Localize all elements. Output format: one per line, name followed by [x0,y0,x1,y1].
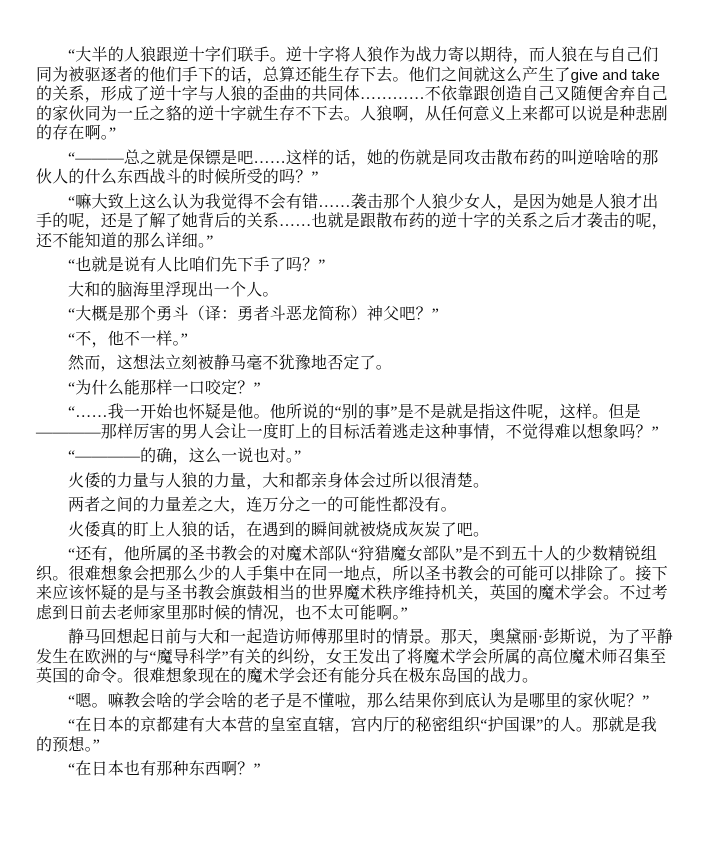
latin-text: give and take [570,66,660,84]
cjk-text: “……我一开始也怀疑是他。他所说的“别的事”是不是就是指这件呢，这样。但是————那样厉害的男人会让一度盯上的目标活着逃走这种事情，不觉得难以想象吗？” [36,404,659,441]
paragraph [36,628,673,687]
paragraph [36,46,673,144]
cjk-text: “在日本的京都建有大本营的皇室直辖，宫内厅的秘密组织“护国课”的人。那就是我的预想。” [36,717,657,754]
paragraph [36,281,673,301]
paragraph [36,403,673,442]
cjk-text: 大和的脑海里浮现出一个人。 [68,281,279,299]
cjk-text: 然而，这想法立刻被静马毫不犹豫地否定了。 [68,355,393,372]
cjk-text: “大半的人狼跟逆十字们联手。逆十字将人狼作为战力寄以期待，而人狼在与自己们同为被驱逐者的他们手下的话，总算还能生存下去。他们之间就这么产生了 [36,47,659,84]
paragraph [36,379,673,399]
cjk-text: “嗯。嘛教会啥的学会啥的老子是不懂啦，那么结果你到底认为是哪里的家伙呢？” [68,692,650,710]
cjk-text: “不，他不一样。” [68,330,189,348]
paragraph [36,330,673,350]
cjk-text: “大概是那个勇斗（译：勇者斗恶龙简称）神父吧？” [68,306,440,323]
cjk-text: “还有，他所属的圣书教会的对魔术部队“狩猎魔女部队”是不到五十人的少数精锐组织。很难想象会把那么少的人手集中在同一地点，所以圣书教会的可能可以排除了。接下来应该怀疑的是与圣书教会旗鼓相当的世界魔术秩序维持机关，英国的魔术学会。不过考虑到日前去老师家里那时候的情况，也不太可能啊。” [36,546,668,622]
cjk-text: 静马回想起日前与大和一起造访师傅那里时的情景。那天，奥黛丽·彭斯说，为了平静发生在欧洲的与“魔导科学”有关的纠纷，女王发出了将魔术学会所属的高位魔术师召集至英国的命令。很难想象现在的魔术学会还有能分兵在极东岛国的战力。 [36,629,673,685]
cjk-text: “———总之就是保镖是吧……这样的话，她的伤就是同攻击散布药的叫逆啥啥的那伙人的什么东西战斗的时候所受的吗？” [36,149,659,186]
paragraph [36,716,673,755]
cjk-text: 两者之间的力量差之大，连万分之一的可能性都没有。 [68,497,457,514]
cjk-text: “也就是说有人比咱们先下手了吗？” [68,257,326,274]
paragraph [36,760,673,780]
paragraph [36,305,673,325]
paragraph [36,193,673,252]
cjk-text: “为什么能那样一口咬定？” [68,379,261,397]
cjk-text: “————的确，这么一说也对。” [68,448,302,465]
paragraph [36,472,673,492]
cjk-text: 的关系，形成了逆十字与人狼的歪曲的共同体…………不依靠跟创造自己又随便舍弃自己的家伙同为一丘之貉的逆十字就生存不下去。人狼啊，从任何意义上来都可以说是种悲剧的存在啊。” [36,86,668,142]
cjk-text: “嘛大致上这么认为我觉得不会有错……袭击那个人狼少女人，是因为她是人狼才出手的呢，还是了解了她背后的关系……也就是跟散布药的逆十字的关系之后才袭击的呢，还不能知道的那么详细。” [36,193,668,250]
cjk-text: 火倭真的盯上人狼的话，在遇到的瞬间就被烧成灰炭了吧。 [68,521,490,539]
paragraph [36,545,673,623]
paragraph [36,496,673,516]
text-content [36,46,673,780]
cjk-text: “在日本也有那种东西啊？” [68,761,261,778]
paragraph [36,149,673,188]
cjk-text: 火倭的力量与人狼的力量，大和都亲身体会过所以很清楚。 [68,472,490,490]
paragraph [36,256,673,276]
paragraph [36,521,673,541]
paragraph [36,447,673,467]
paragraph [36,354,673,374]
paragraph [36,692,673,712]
